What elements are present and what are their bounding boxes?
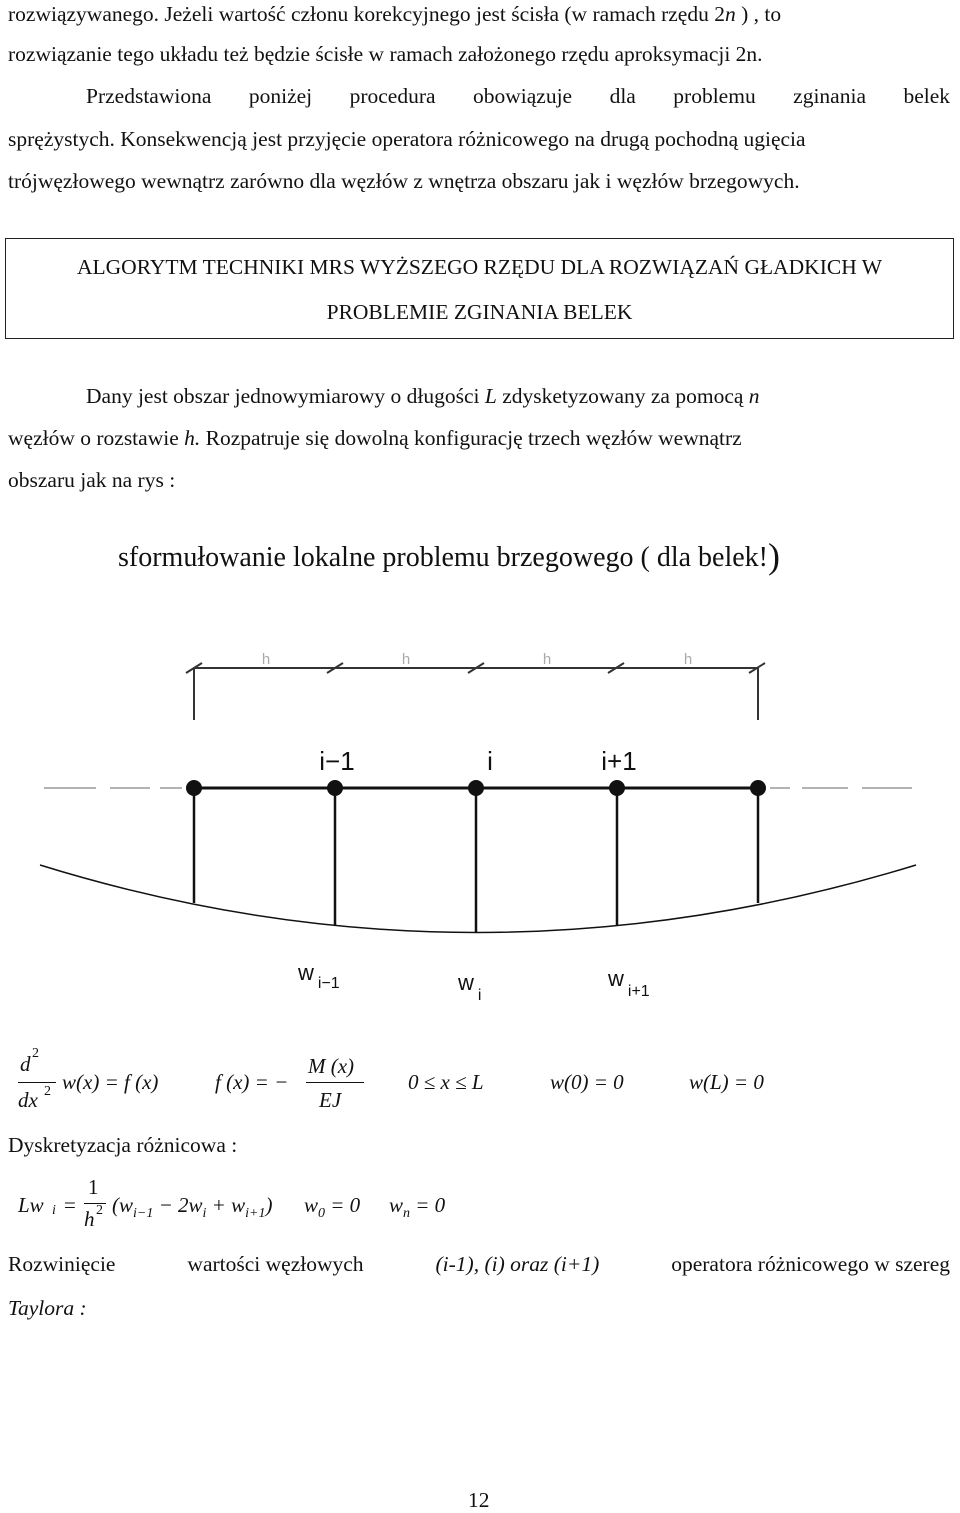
- deflection-label-w-i: $w_i$: [458, 970, 482, 1004]
- word: dla: [609, 84, 636, 108]
- discretization-heading: Dyskretyzacja różnicowa :: [8, 1133, 238, 1157]
- paragraph2-line1: [86, 84, 950, 109]
- paragraph2-line3: trójwęzłowego wewnątrz zarówno dla węzłów z wnętrza obszaru jak i węzłów brzegowych.: [8, 169, 800, 193]
- spacing-label: h: [683, 651, 693, 668]
- node-label-i: i: [487, 746, 493, 776]
- algorithm-title-box: [5, 238, 954, 339]
- word: Przedstawiona: [86, 84, 212, 108]
- paragraph3-line2: węzłów o rozstawie h. Rozpatruje się dowolną konfigurację trzech węzłów wewnątrz: [8, 426, 742, 450]
- node-label-i-minus-1: i−1: [319, 746, 355, 776]
- spacing-label: h: [261, 651, 271, 668]
- word: obowiązuje: [473, 84, 573, 108]
- paragraph1-line1-text: rozwiązywanego. Jeżeli wartość członu korekcyjnego jest ścisła (w ramach rzędu 2n ) , to: [8, 2, 782, 26]
- node-label-i-plus-1: i+1: [601, 746, 637, 776]
- word: poniżej: [248, 84, 313, 108]
- paragraph1-line1: [8, 2, 950, 27]
- node-dot: [327, 780, 343, 796]
- word: procedura: [349, 84, 436, 108]
- paragraph4-line2: Taylora :: [8, 1296, 87, 1320]
- node-verticals: [194, 788, 758, 932]
- paragraph4-line1: Rozwinięcie wartości węzłowych (i-1), (i) oraz (i+1) operatora różnicowego w szereg: [8, 1252, 950, 1276]
- paragraph1-line2: rozwiązanie tego układu też będzie ścisłe w ramach założonego rzędu aproksymacji 2n.: [8, 42, 763, 66]
- word: problemu: [673, 84, 756, 108]
- paragraph3-line1: Dany jest obszar jednowymiarowy o długości L zdysketyzowany za pomocą n: [86, 384, 760, 408]
- page-number: 12: [468, 1488, 490, 1512]
- node-dot: [750, 780, 766, 796]
- spacing-label: h: [542, 651, 552, 668]
- paragraph3-line3: obszaru jak na rys :: [8, 468, 176, 492]
- fraction-bar: [18, 1082, 56, 1083]
- deflection-curve: [40, 865, 916, 933]
- deflection-label-w-i-minus-1: w $_{i-1}$: [298, 960, 340, 992]
- node-dot: [186, 780, 202, 796]
- node-dot: [609, 780, 625, 796]
- word: zginania: [793, 84, 866, 108]
- dimension-line: [186, 663, 765, 720]
- algorithm-title-line2: PROBLEMIE ZGINANIA BELEK: [326, 300, 633, 324]
- equation-2: Lw i = 1 h 2 $(w_{i-1} - 2w_i + w_{i+1})$ $w_0 = 0$ $w_n = 0$: [18, 1175, 446, 1231]
- section-subtitle: sformułowanie lokalne problemu brzegowego ( dla belek!): [118, 536, 781, 576]
- node-dot: [468, 780, 484, 796]
- beam-deflection-figure: [0, 640, 960, 1020]
- algorithm-title-line1: ALGORYTM TECHNIKI MRS WYŻSZEGO RZĘDU DLA ROZWIĄZAŃ GŁADKICH W: [76, 255, 882, 279]
- word: belek: [903, 84, 950, 108]
- paragraph2-line2: sprężystych. Konsekwencją jest przyjęcie operatora różnicowego na drugą pochodną ugięcia: [8, 127, 806, 151]
- equation-1: d 2 dx 2 w(x) = f (x) f (x) = − M (x) EJ 0 ≤ x ≤ L w(0) = 0 w(L) = 0: [18, 1046, 764, 1112]
- fraction-bar: [306, 1082, 364, 1083]
- spacing-label: h: [401, 651, 411, 668]
- deflection-label-w-i-plus-1: $w_{i+1}$: [608, 966, 650, 1000]
